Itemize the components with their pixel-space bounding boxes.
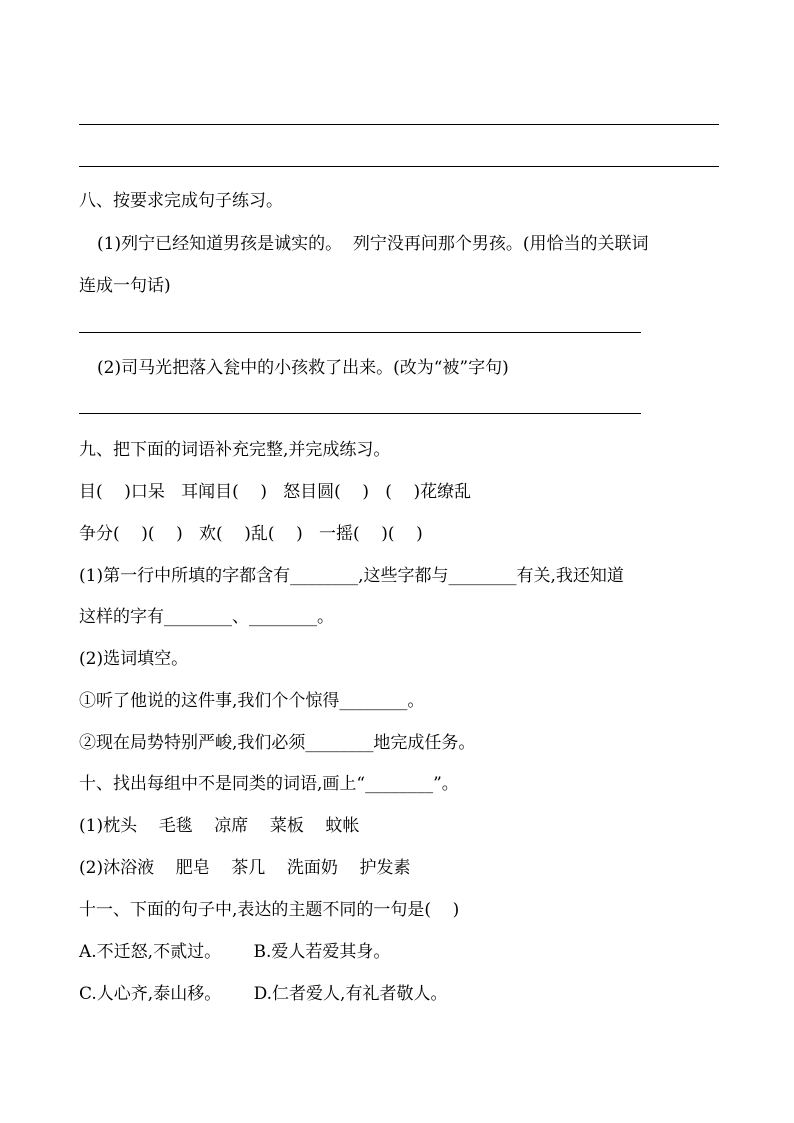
section-9-question-1: (1)第一行中所填的字都含有________,这些字都与________有关,我还知道 — [79, 566, 624, 586]
section-8-question-2: (2)司马光把落入瓮中的小孩救了出来。(改为“被”字句) — [97, 358, 509, 378]
section-11-options-cd: C.人心齐,泰山移。 D.仁者爱人,有礼者敬人。 — [79, 984, 448, 1004]
section-10-heading: 十、找出每组中不是同类的词语,画上“________”。 — [79, 774, 459, 794]
section-11-options-ab: A.不迁怒,不贰过。 B.爱人若爱其身。 — [79, 942, 391, 962]
section-10-group-1: (1)枕头 毛毯 凉席 菜板 蚊帐 — [79, 816, 360, 836]
answer-line — [79, 332, 641, 333]
section-9-heading: 九、把下面的词语补充完整,并完成练习。 — [79, 440, 391, 460]
section-8-question-1-continued: 连成一句话) — [79, 276, 171, 296]
idiom-row-2: 争分( )( ) 欢( )乱( ) 一摇( )( ) — [79, 524, 423, 544]
section-11-heading: 十一、下面的句子中,表达的主题不同的一句是( ) — [79, 900, 460, 920]
answer-line — [79, 166, 719, 167]
answer-line — [79, 413, 641, 414]
section-8-heading: 八、按要求完成句子练习。 — [79, 191, 283, 211]
section-9-fill-blank-a: ①听了他说的这件事,我们个个惊得________。 — [79, 691, 425, 711]
section-9-question-1-continued: 这样的字有________、________。 — [79, 607, 334, 627]
idiom-row-1: 目( )口呆 耳闻目( ) 怒目圆( ) ( )花缭乱 — [79, 482, 472, 502]
section-10-group-2: (2)沐浴液 肥皂 茶几 洗面奶 护发素 — [79, 858, 411, 878]
answer-line — [79, 124, 719, 125]
section-8-question-1: (1)列宁已经知道男孩是诚实的。 列宁没再问那个男孩。(用恰当的关联词 — [97, 234, 649, 254]
section-9-question-2-heading: (2)选词填空。 — [79, 649, 189, 669]
section-9-fill-blank-b: ②现在局势特别严峻,我们必须________地完成任务。 — [79, 733, 476, 753]
